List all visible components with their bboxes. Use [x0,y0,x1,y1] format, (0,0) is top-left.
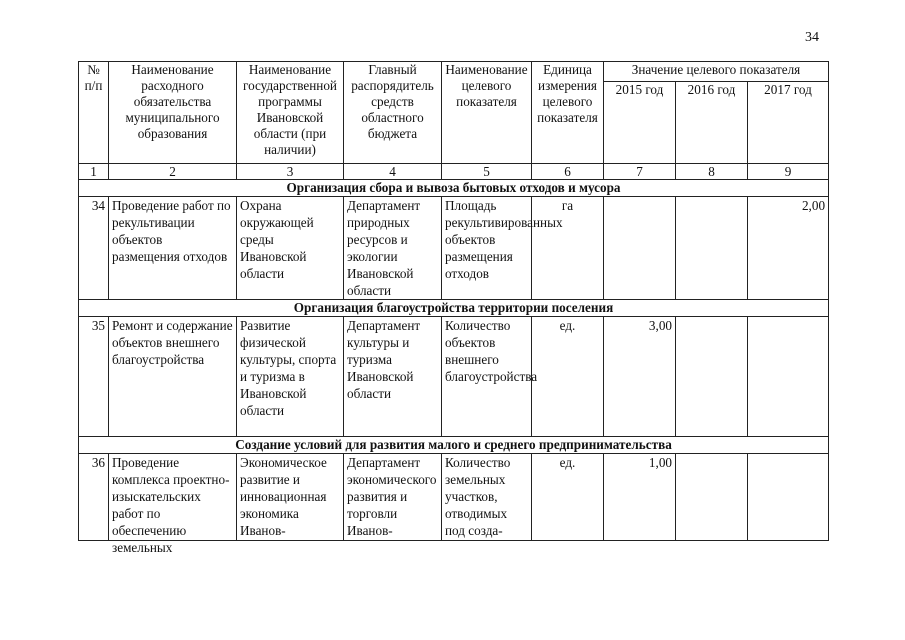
target-indicators-table [78,61,829,555]
unit-cell: ед. [532,317,604,437]
col-number: 9 [748,164,829,180]
value-2017: 2,00 [748,197,829,300]
indicator-cell: Площадь рекультивированных объектов размещения отходов [442,197,532,300]
section-title: Организация благоустройства территории поселения [79,300,829,317]
col-number: 6 [532,164,604,180]
obligation-cell: Проведение работ по рекультивации объектов размещения отходов [109,197,237,300]
section-header [79,180,829,197]
value-2015: 1,00 [604,454,676,541]
obligation-cell: Ремонт и содержание объектов внешнего благоустройства [109,317,237,437]
table-row [79,454,829,541]
manager-cell: Департамент культуры и туризма Ивановской области [344,317,442,437]
section-title: Создание условий для развития малого и среднего предпринимательства [79,437,829,454]
program-cell: Развитие физической культуры, спорта и туризма в Ивановской области [237,317,344,437]
value-2017 [748,317,829,437]
header-obligation: Наименование расходного обязательства муниципального образования [109,62,237,164]
col-number: 8 [676,164,748,180]
col-number: 3 [237,164,344,180]
header-2015: 2015 год [604,82,676,164]
value-2015: 3,00 [604,317,676,437]
row-number: 34 [79,197,109,300]
program-cell: Охрана окружающей среды Ивановской области [237,197,344,300]
col-number: 1 [79,164,109,180]
value-2017 [748,454,829,541]
column-number-row [79,164,829,180]
value-2016 [676,454,748,541]
header-target-values: Значение целевого показателя [604,62,829,82]
col-number: 7 [604,164,676,180]
value-2016 [676,317,748,437]
row-number: 35 [79,317,109,437]
col-number: 2 [109,164,237,180]
header-number: № п/п [79,62,109,164]
manager-cell: Департамент природных ресурсов и экологии Ивановской области [344,197,442,300]
section-header [79,300,829,317]
program-cell: Экономическое развитие и инновационная экономика Иванов- [240,455,327,538]
unit-cell: га [532,197,604,300]
table-row [79,197,829,300]
header-program: Наименование государственной программы Ивановской области (при наличии) [237,62,344,164]
header-indicator: Наименование целевого показателя [442,62,532,164]
indicator-cell: Количество объектов внешнего благоустройства [442,317,532,437]
row-number: 36 [79,454,109,541]
header-2016: 2016 год [676,82,748,164]
value-2015 [604,197,676,300]
section-title: Организация сбора и вывоза бытовых отходов и мусора [79,180,829,197]
unit-cell: ед. [532,454,604,541]
obligation-cell: Проведение комплекса проектно-изыскательских работ по обеспечению земельных [112,455,230,555]
table-row [79,317,829,437]
col-number: 4 [344,164,442,180]
manager-cell: Департамент экономического развития и торговли Иванов- [347,455,437,538]
indicator-cell: Количество земельных участков, отводимых под созда- [445,455,511,538]
page-number: 34 [805,30,819,45]
header-2017: 2017 год [748,82,829,164]
header-unit: Единица измерения целевого показателя [532,62,604,164]
col-number: 5 [442,164,532,180]
header-manager: Главный распорядитель средств областного бюджета [344,62,442,164]
value-2016 [676,197,748,300]
section-header [79,437,829,454]
